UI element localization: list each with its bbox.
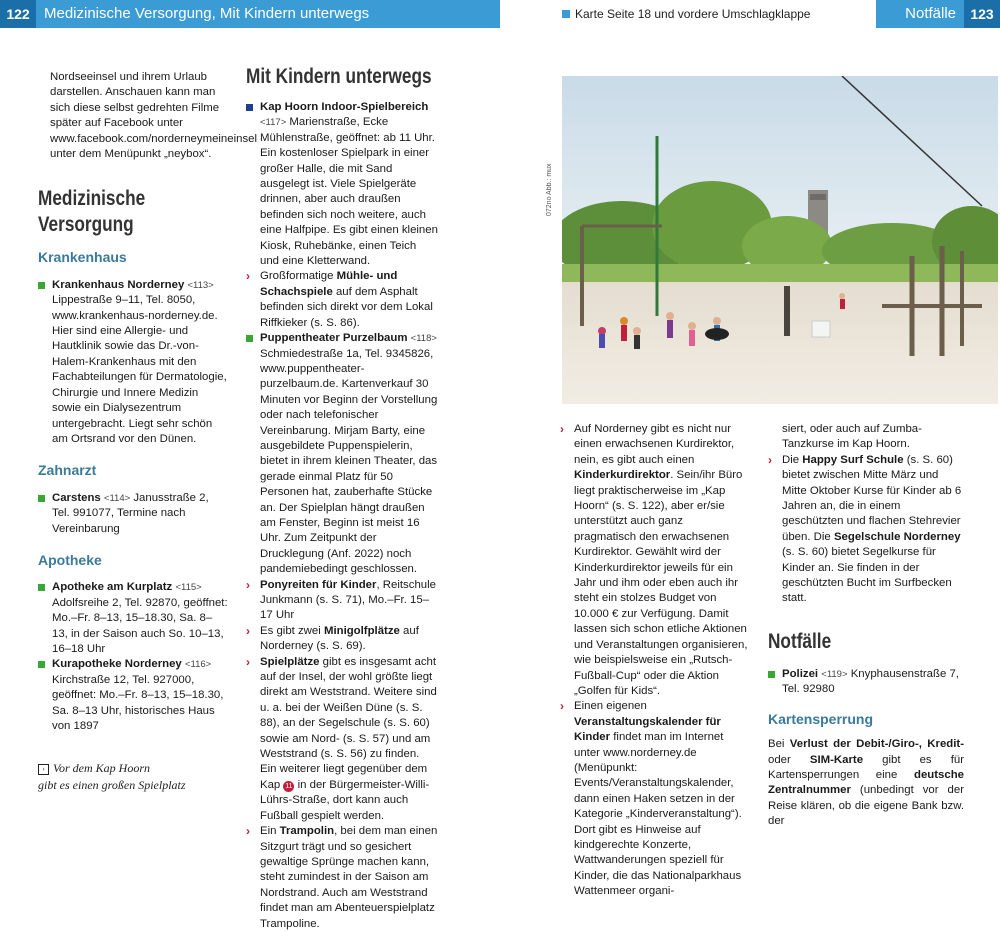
left-page-number: 122 xyxy=(0,0,36,28)
list-item xyxy=(246,100,438,269)
chevron-right-icon: › xyxy=(246,623,250,638)
column-4 xyxy=(768,422,964,830)
green-bullet-icon xyxy=(768,671,775,678)
entry-bold: Veranstaltungskalender für Kinder xyxy=(574,715,721,744)
entry-name: Carstens xyxy=(52,491,101,504)
entry-ref: <113> xyxy=(187,279,214,291)
entry-text: , Reitschule Junkmann (s. S. 71), Mo.–Fr. 15–17 Uhr xyxy=(260,578,436,622)
entry-ref: <114> xyxy=(103,492,131,504)
ks-mid: oder xyxy=(768,753,810,766)
subheading-zahnarzt: Zahnarzt xyxy=(38,462,97,479)
entry-text-2: (s. S. 60) bietet Segelkurse für Kinder an. Sie finden in der geschützten Bucht im Surfbecken statt. xyxy=(782,546,952,605)
entry-text: auf dem Asphalt befinden sich direkt vor dem Lokal Riffkieker (s. S. 86). xyxy=(260,285,433,329)
chevron-right-icon: › xyxy=(768,452,772,467)
blue-bullet-icon xyxy=(246,104,253,111)
entry-name: Polizei xyxy=(782,667,819,680)
chevron-right-icon: › xyxy=(560,699,564,714)
playground-illustration xyxy=(562,76,998,404)
entry-bold: Ponyreiten für Kinder xyxy=(260,578,377,591)
playground-photo xyxy=(562,76,998,404)
list-item xyxy=(768,667,964,698)
chevron-right-icon: › xyxy=(246,654,250,669)
subheading-apotheke: Apotheke xyxy=(38,551,102,568)
subheading-kartensperrung: Kartensperrung xyxy=(768,710,874,727)
entry-text: (s. S. 60) bietet zwischen Mitte März und Mitte Oktober Kurse für Kinder ab 6 Jahren an, die in einem geschützten und flachen Stehrevier üben. Die xyxy=(782,453,962,543)
ks-pre: Bei xyxy=(768,738,790,751)
entry-pre: Die xyxy=(782,453,803,466)
entry-ref: <116> xyxy=(184,659,212,671)
entry-text: . Sein/ihr Büro liegt praktischerweise im „Kap Hoorn“ (s. S. 122), aber er/sie unterstützt auch ganz pragmatisch den erwachsenen Kurdirektor. Gewählt wird der Kinderkurdirektor jeweils für ein Jahr und ihm oder eben auch ihr steht ein stolzes Budget von 10.000 € zur Verfügung. Damit lassen sich schon etliche Aktionen und Veranstaltungen organisieren, wie beispielsweise ein „Rutsch-Fußball-Cup“ oder die Aktion „Golfen für Kids“. xyxy=(574,469,748,697)
ks-text-2: (unbedingt vor der Reise klären, ob die eigene Bank bzw. der xyxy=(768,784,964,828)
list-item xyxy=(246,578,438,624)
photo-credit: 072no Abb.: mux xyxy=(546,163,553,216)
entry-text: Adolfsreihe 2, Tel. 92870, geöffnet: Mo.–Fr. 8–13, 15–18.30, Sa. 8–13, in der Saison auch So. 10–13, 16–18 Uhr xyxy=(52,596,228,655)
entry-bold: Trampolin xyxy=(279,825,335,838)
list-item xyxy=(246,624,438,655)
entry-bold: Happy Surf Schule xyxy=(802,453,904,466)
entry-bold: Spielplätze xyxy=(260,655,320,668)
entry-name: Kurapotheke Norderney xyxy=(52,658,182,671)
ks-bold-2: SIM-Karte xyxy=(809,753,864,766)
map-reference-text: Karte Seite 18 und vordere Umschlagklappe xyxy=(575,7,811,21)
entry-text: findet man im Internet unter www.norderney.de (Menüpunkt: Events/Veranstaltungskalender, dann einen Haken setzen in der Kategorie „Kinderveranstaltung“). Dort gibt es Hinweise auf kindgerechte Konzerte, Wattwanderungen speziell für Kinder, die das Nationalparkhaus Wattenmeer organi- xyxy=(574,731,742,898)
green-bullet-icon xyxy=(38,584,45,591)
column-2 xyxy=(246,64,438,932)
entry-bold: Mühle- und Schachspiele xyxy=(260,270,398,298)
ks-bold-3: deutsche Zentralnummer xyxy=(768,768,964,797)
entry-name: Apotheke am Kurplatz xyxy=(52,581,173,594)
column-3 xyxy=(560,422,748,900)
entry-text: Lippestraße 9–11, Tel. 8050, www.krankenhaus-norderney.de. Hier sind eine Allergie- und Hautklinik sowie das Dr.-von-Halem-Krankenhaus mit den Fachabteilungen für Dermatologie, Chirurgie und Innere Medizin sowie ein Dialysezentrum untergebracht. Liegt sehr schön am Ortsrand vor den Dünen. xyxy=(52,294,227,445)
entry-name: Krankenhaus Norderney xyxy=(52,278,185,291)
entry-pre: Es gibt zwei xyxy=(260,624,324,637)
list-item xyxy=(38,657,228,734)
list-item xyxy=(38,491,228,537)
chevron-right-icon: › xyxy=(560,422,564,436)
entry-text: , bei dem man einen Sitzgurt trägt und so gesichert gewaltige Sprünge machen kann, steht zumindest in der Saison am Nordstrand. Auch am Weststrand findet man am Abenteuerspielplatz Trampoline. xyxy=(260,825,438,930)
list-item xyxy=(38,278,228,447)
green-bullet-icon xyxy=(246,335,253,342)
entry-name: Puppentheater Purzelbaum xyxy=(260,332,408,345)
column-1 xyxy=(38,70,258,734)
entry-bold: Kinderkurdirektor xyxy=(574,469,671,482)
left-header-bar xyxy=(0,0,500,28)
entry-text: Janusstraße 2, Tel. 991077, Termine nach Vereinbarung xyxy=(52,491,209,535)
entry-ref: <118> xyxy=(410,333,437,345)
entry-bold-2: Segelschule Norderney xyxy=(833,530,961,543)
right-page-number: 123 xyxy=(964,0,1000,28)
entry-pre: Einen eigenen xyxy=(574,700,647,713)
chevron-right-icon: › xyxy=(246,824,250,839)
entry-text: Marienstraße, Ecke Mühlenstraße, geöffnet: ab 11 Uhr. Ein kostenloser Spielpark in einer großer Halle, die mit Sand ausgelegt ist. Viele Spielgeräte drinnen, aber auch draußen befinden sich noch weitere, auch eine Halfpipe. Es gibt einen kleinen Kiosk, Ruhebänke, einen Teich und eine Kletterwand. xyxy=(260,116,438,268)
kartensperrung-text xyxy=(768,737,964,829)
green-bullet-icon xyxy=(38,661,45,668)
photo-caption xyxy=(38,760,186,794)
map-square-icon xyxy=(562,10,570,18)
green-bullet-icon xyxy=(38,495,45,502)
entry-pre: Großformatige xyxy=(260,270,337,283)
intro-text: Nordseeinsel und ihrem Urlaub darstellen. Anschauen kann man sich diese selbst gedrehten Filme später auf Facebook unter www.facebook.com/norderneymeineinsel unter dem Menüpunkt „neybox“. xyxy=(50,71,258,161)
chevron-right-icon: › xyxy=(246,269,250,284)
green-bullet-icon xyxy=(38,282,45,289)
entry-pre: Ein xyxy=(260,825,280,838)
left-running-title: Medizinische Versorgung, Mit Kindern unterwegs xyxy=(44,5,370,22)
list-item xyxy=(560,422,748,699)
map-marker-badge: 11 xyxy=(285,782,293,790)
caption-line-1: Vor dem Kap Hoorn xyxy=(53,761,151,775)
entry-name: Kap Hoorn Indoor-Spielbereich xyxy=(260,101,429,113)
section-heading-kinder: Mit Kindern unterwegs xyxy=(246,65,432,88)
chevron-right-icon: › xyxy=(246,577,250,592)
caption-line-2: gibt es einen großen Spielplatz xyxy=(38,778,186,792)
list-item xyxy=(246,331,438,578)
list-item xyxy=(246,269,438,331)
entry-ref: <119> xyxy=(821,668,848,680)
ks-text: gibt es für Kartensperrungen eine xyxy=(768,753,964,781)
continued-text: siert, oder auch auf Zumba-Tanzkurse im Kap Hoorn. xyxy=(782,423,922,451)
list-item xyxy=(768,453,964,607)
entry-text: gibt es insgesamt acht auf der Insel, der wohl größte liegt direkt am Weststrand. Weitere sind u. a. bei der Weißen Düne (s. S. 88), an der Segelschule (s. S. 60) sowie am Nord- (s. S. 57) und am Weststrand (s. S. 56) zu finden. Ein weiterer liegt gegenüber dem Kap xyxy=(260,655,437,791)
entry-ref: <115> xyxy=(175,582,202,594)
arrow-box-icon: › xyxy=(38,764,49,775)
section-heading-medizin: Medizinische Versorgung xyxy=(38,187,146,237)
list-item xyxy=(38,580,228,657)
list-item xyxy=(560,699,748,899)
entry-text: Knyphausenstraße 7, Tel. 92980 xyxy=(782,667,959,696)
section-heading-notfaelle: Notfälle xyxy=(768,629,832,653)
entry-bold: Minigolfplätze xyxy=(323,624,400,637)
entry-text-2: in der Bürgermeister-Willi-Lührs-Straße, dort kann auch Fußball gespielt werden. xyxy=(260,778,430,822)
entry-text: Kirchstraße 12, Tel. 927000, geöffnet: Mo.–Fr. 8–13, 15–18.30, Sa. 8–13 Uhr, historisches Haus von 1897 xyxy=(52,673,224,732)
entry-pre: Auf Norderney gibt es nicht nur einen erwachsenen Kurdirektor, nein, es gibt auch einen xyxy=(574,423,735,466)
right-running-title: Notfälle xyxy=(905,5,956,22)
map-reference xyxy=(562,0,810,28)
entry-text: auf Norderney (s. S. 69). xyxy=(260,624,419,653)
entry-ref: <117> xyxy=(260,117,287,129)
list-item xyxy=(246,824,438,932)
list-item xyxy=(246,655,438,824)
right-title-bar xyxy=(876,0,964,28)
entry-text: Schmiedestraße 1a, Tel. 9345826, www.puppentheater-purzelbaum.de. Kartenverkauf 30 Minuten vor Beginn der Vorstellung oder nach telefonischer Vereinbarung. Mirjam Barty, eine ausgebildete Puppenspielerin, bietet in ihrem kleinen Theater, das gerade einmal Platz für 50 Personen hat, zauberhafte Stücke an. Der Spielplan hängt draußen am Fenster, Beginn ist meist 16 Uhr. Zum Zeitpunkt der Drucklegung (Anf. 2022) noch pandemiebedingt geschlossen. xyxy=(260,347,438,576)
ks-bold-1: Verlust der Debit-/Giro-, Kredit- xyxy=(789,738,964,751)
subheading-krankenhaus: Krankenhaus xyxy=(38,249,127,266)
